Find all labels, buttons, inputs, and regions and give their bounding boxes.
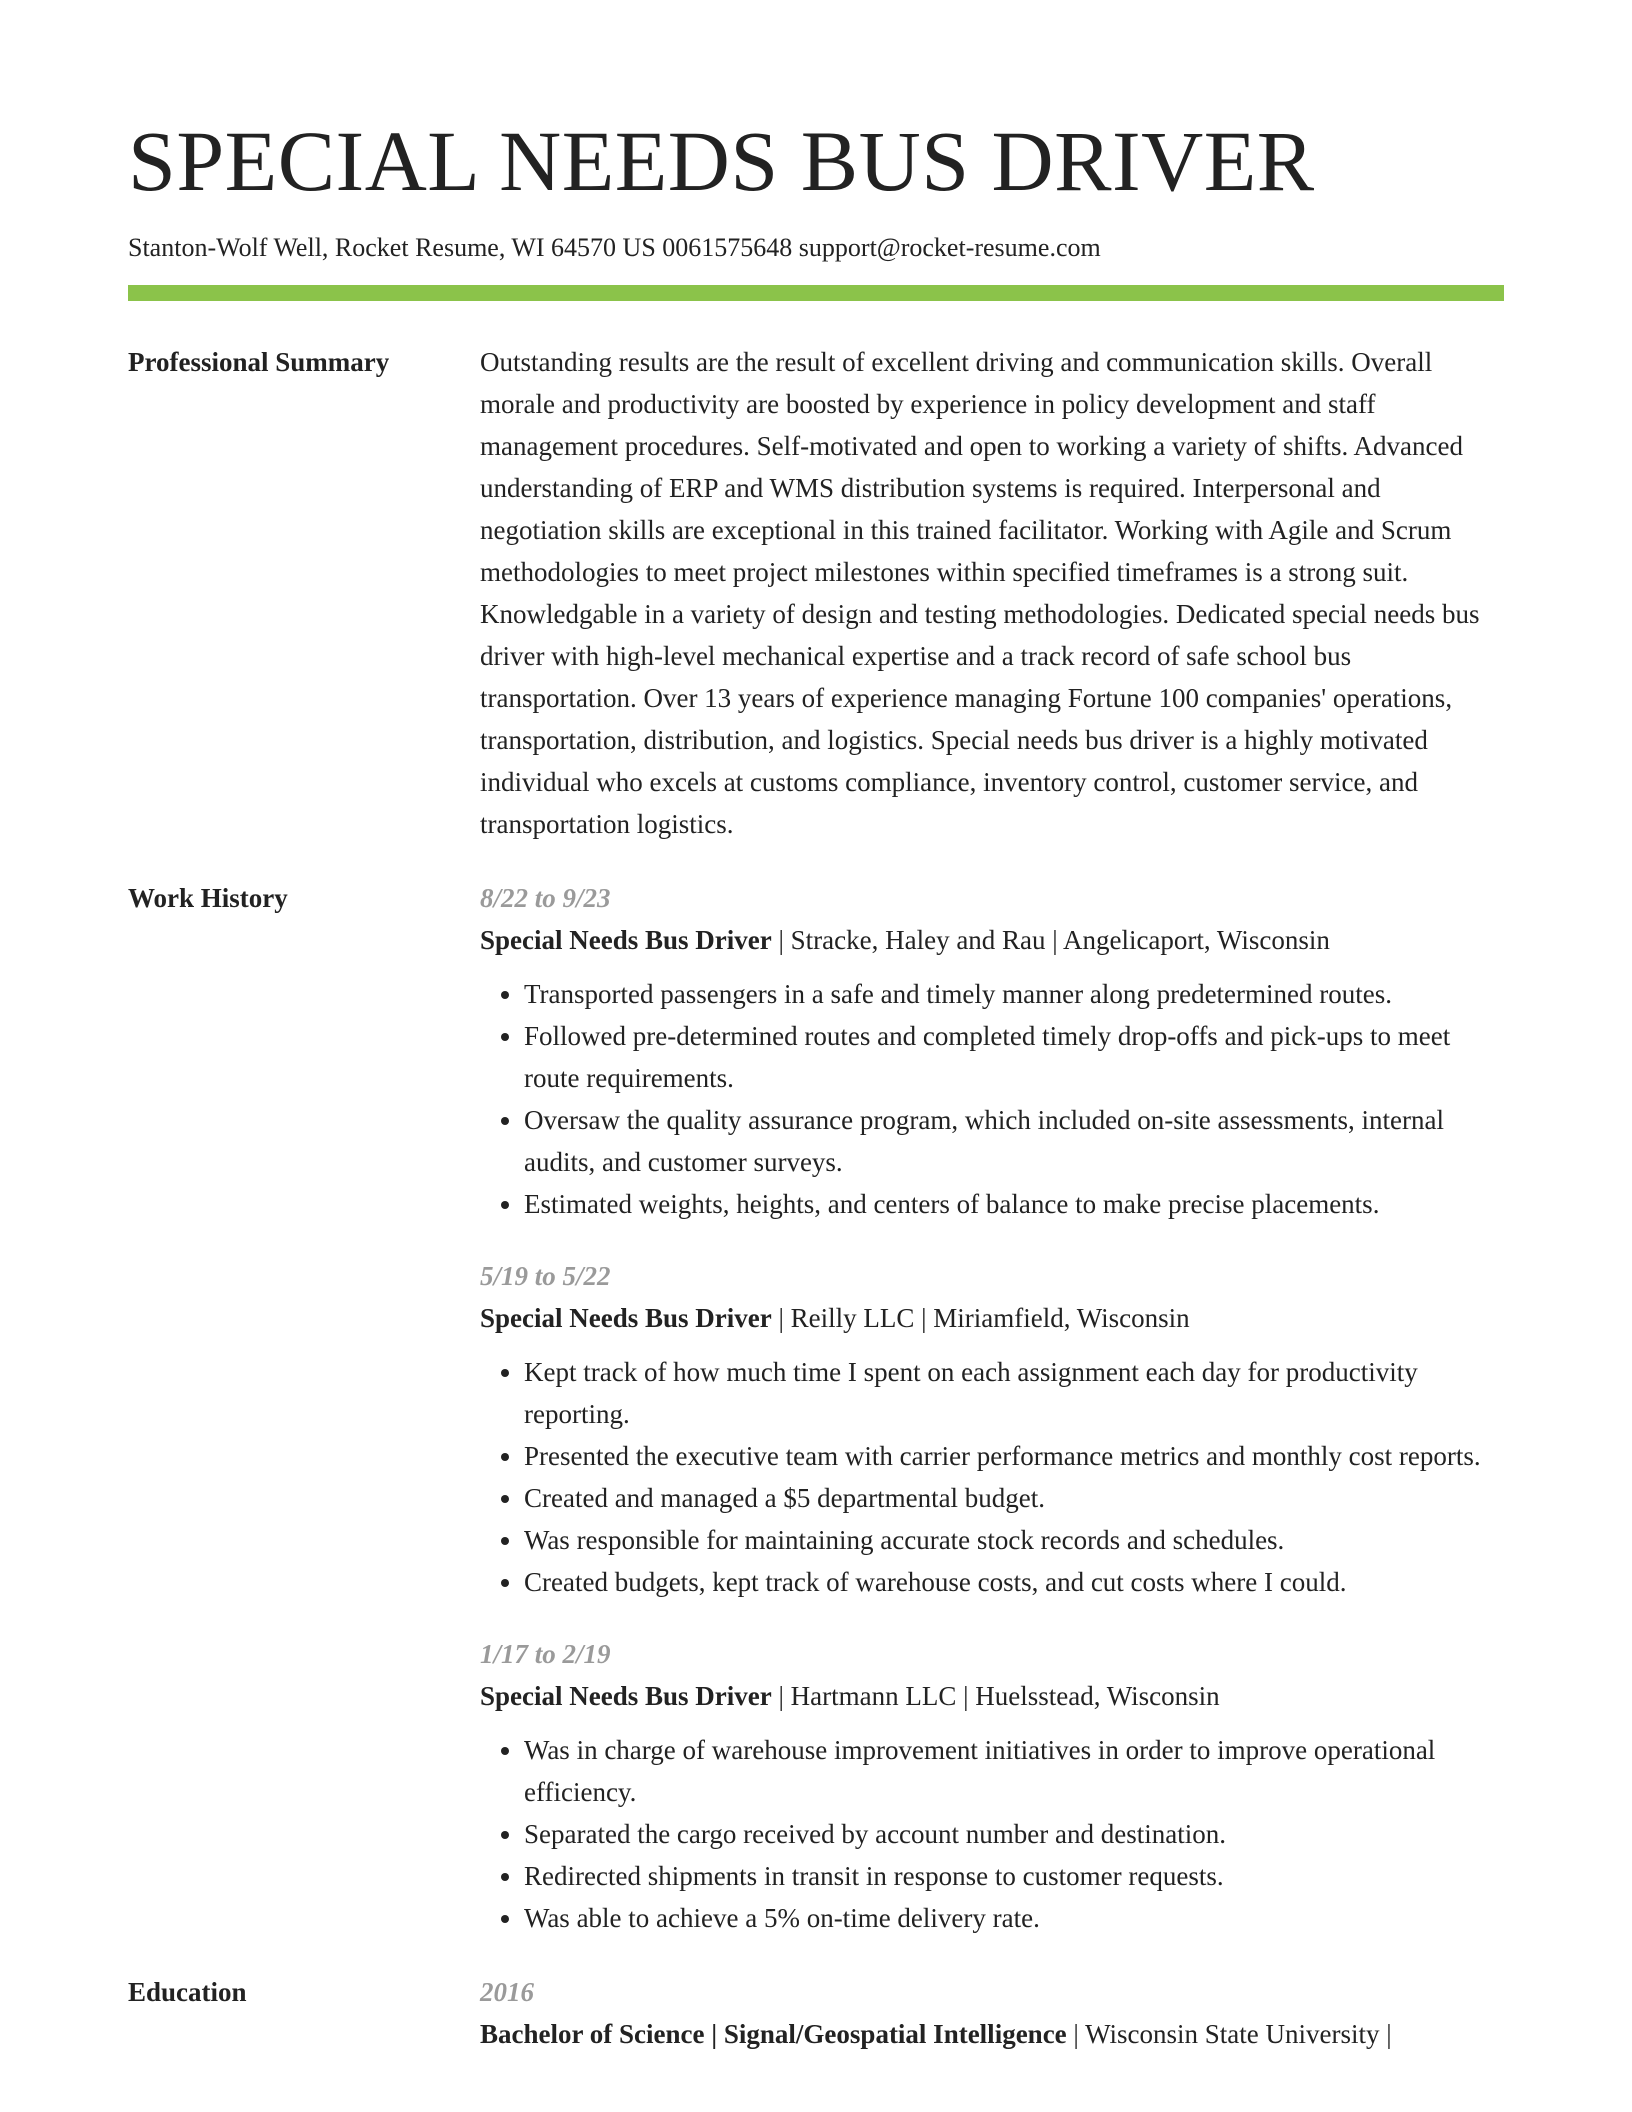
job-details: | Stracke, Haley and Rau | Angelicaport, Wisconsin [771,925,1330,956]
job-dates: 1/17 to 2/19 [480,1639,611,1670]
job-bullet: • Followed pre-determined routes and completed timely drop-offs and pick-ups to meet route requirements. [524,1015,1504,1099]
summary-section [128,341,1504,845]
education-title: Education [128,1977,247,2008]
accent-divider [128,285,1504,301]
job-bullet: • Was responsible for maintaining accurate stock records and schedules. [524,1519,1504,1561]
summary-body [480,341,1504,845]
job-bullet: • Created and managed a $5 departmental budget. [524,1477,1504,1519]
work-history-body [480,877,1504,1939]
job-bullets [480,1351,1504,1603]
resume-sections [128,341,1504,2055]
job-bullets [480,1729,1504,1939]
work-history-section [128,877,1504,1939]
candidate-name: SPECIAL NEEDS BUS DRIVER [128,113,1315,209]
job-bullet: • Redirected shipments in transit in response to customer requests. [524,1855,1504,1897]
job-bullets [480,973,1504,1225]
job-details: | Hartmann LLC | Huelsstead, Wisconsin [771,1681,1220,1712]
job-bullet: • Oversaw the quality assurance program, which included on-site assessments, internal audits, and customer surveys. [524,1099,1504,1183]
job-bullet: • Estimated weights, heights, and centers of balance to make precise placements. [524,1183,1504,1225]
summary-title: Professional Summary [128,347,390,378]
job-role: Special Needs Bus Driver [480,1303,772,1334]
job-bullet: • Was in charge of warehouse improvement initiatives in order to improve operational efficiency. [524,1729,1504,1813]
contact-line: Stanton-Wolf Well, Rocket Resume, WI 64570 US 0061575648 support@rocket-resume.com [128,233,1101,262]
job-bullet: • Was able to achieve a 5% on-time delivery rate. [524,1897,1504,1939]
education-school: | Wisconsin State University | [1066,2019,1392,2050]
education-degree: Bachelor of Science | Signal/Geospatial Intelligence [480,2019,1067,2050]
job-bullet: • Kept track of how much time I spent on each assignment each day for productivity reporting. [524,1351,1504,1435]
job-dates: 5/19 to 5/22 [480,1261,611,1292]
work-history-title: Work History [128,883,288,914]
job-entry [480,1255,1504,1603]
job-heading [480,1675,1504,1717]
job-bullet: • Transported passengers in a safe and timely manner along predetermined routes. [524,973,1504,1015]
job-heading [480,1297,1504,1339]
resume-header [128,0,1504,301]
job-dates: 8/22 to 9/23 [480,883,611,914]
job-bullet: • Separated the cargo received by account number and destination. [524,1813,1504,1855]
job-bullet: • Created budgets, kept track of warehouse costs, and cut costs where I could. [524,1561,1504,1603]
job-entry [480,1633,1504,1939]
education-line [480,2013,1504,2055]
job-heading [480,919,1504,961]
job-bullet: • Presented the executive team with carrier performance metrics and monthly cost reports. [524,1435,1504,1477]
job-role: Special Needs Bus Driver [480,925,772,956]
summary-text: Outstanding results are the result of excellent driving and communication skills. Overall morale and productivity are boosted by experience in policy development and staff management procedures. Self-motivated and open to working a variety of shifts. Advanced understanding of ERP and WMS distribution systems is required. Interpersonal and negotiation skills are exceptional in this trained facilitator. Working with Agile and Scrum methodologies to meet project milestones within specified timeframes is a strong suit. Knowledgable in a variety of design and testing methodologies. Dedicated special needs bus driver with high-level mechanical expertise and a track record of safe school bus transportation. Over 13 years of experience managing Fortune 100 companies' operations, transportation, distribution, and logistics. Special needs bus driver is a highly motivated individual who excels at customs compliance, inventory control, customer service, and transportation logistics. [480,347,1480,840]
job-entry [480,877,1504,1225]
job-details: | Reilly LLC | Miriamfield, Wisconsin [771,1303,1190,1334]
education-body [480,1971,1504,2055]
education-year: 2016 [480,1977,534,2008]
job-role: Special Needs Bus Driver [480,1681,772,1712]
education-section [128,1971,1504,2055]
